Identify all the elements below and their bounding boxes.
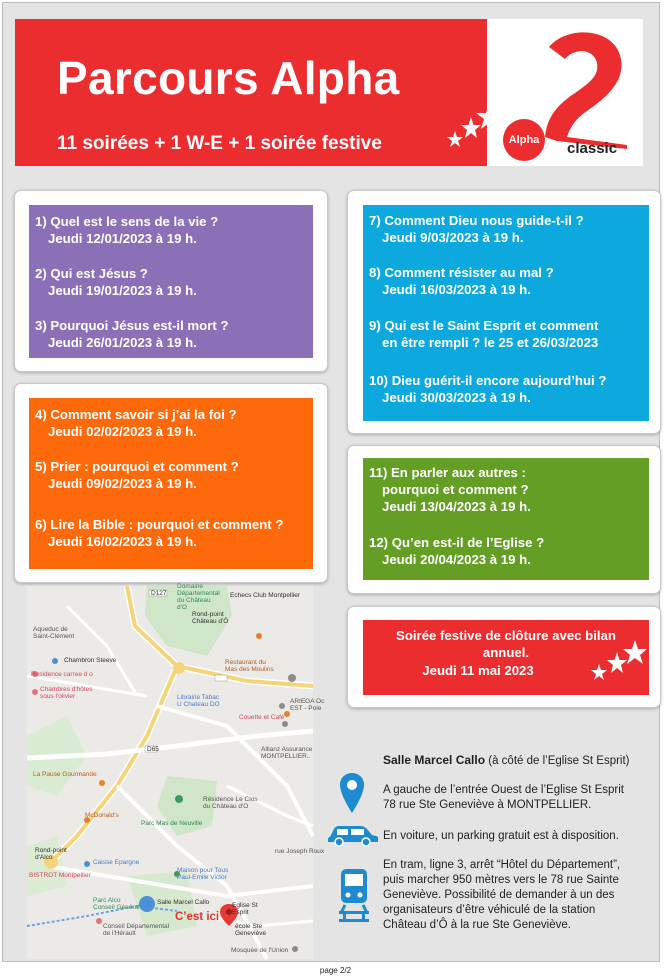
map-label: BISTROT Montpellier bbox=[29, 872, 91, 879]
tram-line: Château d’Ô à la rue Ste Geneviève. bbox=[383, 919, 571, 931]
map-marker-label: C’est ici bbox=[175, 911, 220, 923]
festive-line1: Soirée festive de clôture avec bilan bbox=[396, 628, 616, 643]
tram-icon bbox=[339, 869, 369, 925]
stars-icon bbox=[587, 638, 647, 688]
map-label: Echecs Club Montpellier bbox=[230, 592, 301, 599]
address-line: 78 rue Ste Geneviève à MONTPELLIER. bbox=[383, 799, 592, 811]
map-label: Chambron Steeve bbox=[64, 657, 117, 664]
map-label: Parc Alco Conseil Général bbox=[93, 897, 140, 911]
venue-name: Salle Marcel Callo bbox=[383, 753, 486, 767]
map-label: Domaine Départemental du Château d'O bbox=[177, 583, 220, 611]
map-label: Résidence Le Clos du Château d'O bbox=[203, 796, 258, 810]
car-icon bbox=[326, 823, 378, 847]
map-label: Rond-point d'Alco bbox=[35, 847, 67, 861]
alpha-circle-badge: Alpha bbox=[503, 119, 545, 161]
map-label: Chambres d'hôtes sous l'olivier bbox=[40, 686, 93, 700]
session-item: 9) Qui est le Saint Esprit et comment en être rempli ? le 25 et 26/03/2023 bbox=[369, 318, 599, 350]
session-item: 5) Prier : pourquoi et comment ? Jeudi 09/02/2023 à 19 h. bbox=[35, 459, 239, 491]
map-label: Residence carree d o bbox=[31, 671, 93, 678]
map-label: Caisse Epargne bbox=[93, 859, 140, 866]
map-label: Couette et Café bbox=[239, 714, 285, 721]
map-label: Salle Marcel Callo bbox=[157, 899, 210, 906]
car-info: En voiture, un parking gratuit est à disposition. bbox=[383, 830, 619, 842]
session-item: 6) Lire la Bible : pourquoi et comment ? Jeudi 16/02/2023 à 19 h. bbox=[35, 517, 284, 549]
tram-info bbox=[383, 858, 620, 933]
session-item: 2) Qui est Jésus ? Jeudi 19/01/2023 à 19 h. bbox=[35, 266, 197, 298]
map-label: Rond-point Château d'Ô bbox=[192, 611, 229, 625]
session-item: 1) Quel est le sens de la vie ? Jeudi 12/01/2023 à 19 h. bbox=[35, 214, 219, 246]
map-label: ARIEGA Oc EST - Pole bbox=[290, 698, 325, 712]
sessions-box-green bbox=[363, 458, 649, 580]
map-label: école Ste Geneviève bbox=[235, 923, 267, 937]
session-item: 8) Comment résister au mal ? Jeudi 16/03/2023 à 19 h. bbox=[369, 265, 554, 297]
map-label: Conseil Départemental de l'Hérault bbox=[103, 923, 170, 937]
session-item: 7) Comment Dieu nous guide-t-il ? Jeudi 9/03/2023 à 19 h. bbox=[369, 213, 584, 245]
session-item: 3) Pourquoi Jésus est-il mort ? Jeudi 26/01/2023 à 19 h. bbox=[35, 318, 229, 350]
festive-box bbox=[363, 620, 649, 695]
sessions-box-orange bbox=[29, 398, 313, 569]
flyer-page bbox=[2, 2, 660, 962]
map-label: Parc Mas de Neuville bbox=[141, 820, 203, 827]
map-label: Eglise St Esprit bbox=[232, 902, 258, 916]
logo-classic-text: classic bbox=[567, 140, 618, 157]
map-label: Mosquée de l'Union bbox=[231, 947, 289, 954]
festive-line2: annuel. bbox=[482, 645, 530, 660]
map-label: D65 bbox=[147, 746, 159, 753]
address-line: A gauche de l’entrée Ouest de l’Eglise St Esprit bbox=[383, 784, 625, 796]
page-number: page 2/2 bbox=[319, 966, 352, 975]
session-item: 4) Comment savoir si j’ai la foi ? Jeudi 02/02/2023 à 19 h. bbox=[35, 407, 237, 439]
sessions-box-blue bbox=[363, 205, 649, 421]
map-label: Allianz Assurance MONTPELLIER.. bbox=[261, 746, 313, 760]
tram-line: Geneviève. Possibilité de demander à un des bbox=[383, 889, 615, 901]
map-label: Librairie Tabac U Chateau DO bbox=[177, 694, 220, 708]
session-item: 12) Qu’en est-il de l’Eglise ? Jeudi 20/04/2023 à 19 h. bbox=[369, 535, 545, 567]
alpha-logo bbox=[487, 19, 643, 166]
map-label: Restaurant du Mas des Moulins bbox=[225, 659, 274, 673]
tram-line: En tram, ligne 3, arrêt “Hôtel du Département”, bbox=[383, 859, 621, 871]
location-map[interactable] bbox=[27, 583, 325, 959]
map-label: La Pause Gourmande bbox=[33, 771, 97, 778]
map-label: Maison pour Tous Paul-Emile Victor bbox=[177, 867, 229, 881]
map-label: McDonald's bbox=[85, 812, 119, 819]
tram-line: puis marcher 950 mètres vers le 78 rue Sainte bbox=[383, 874, 619, 886]
address-block bbox=[383, 783, 624, 813]
venue-note: (à côté de l’Eglise St Esprit) bbox=[488, 755, 630, 767]
title-banner bbox=[15, 19, 487, 166]
map-label: rue Joseph Roux bbox=[275, 848, 325, 855]
tram-line: organisateurs d’être véhiculé de la station bbox=[383, 904, 596, 916]
map-label: Aqueduc de Saint-Clément bbox=[33, 626, 75, 640]
venue-line bbox=[383, 753, 630, 769]
banner-subtitle: 11 soirées + 1 W-E + 1 soirée festive bbox=[57, 133, 382, 154]
sessions-box-purple bbox=[29, 205, 313, 358]
banner-title: Parcours Alpha bbox=[57, 52, 400, 104]
session-item: 11) En parler aux autres : pourquoi et comment ? Jeudi 13/04/2023 à 19 h. bbox=[369, 465, 531, 514]
session-item: 10) Dieu guérit-il encore aujourd’hui ? Jeudi 30/03/2023 à 19 h. bbox=[369, 373, 607, 405]
map-pin-icon bbox=[340, 773, 364, 813]
map-label: D127 bbox=[151, 590, 167, 597]
festive-date: Jeudi 11 mai 2023 bbox=[422, 663, 534, 678]
